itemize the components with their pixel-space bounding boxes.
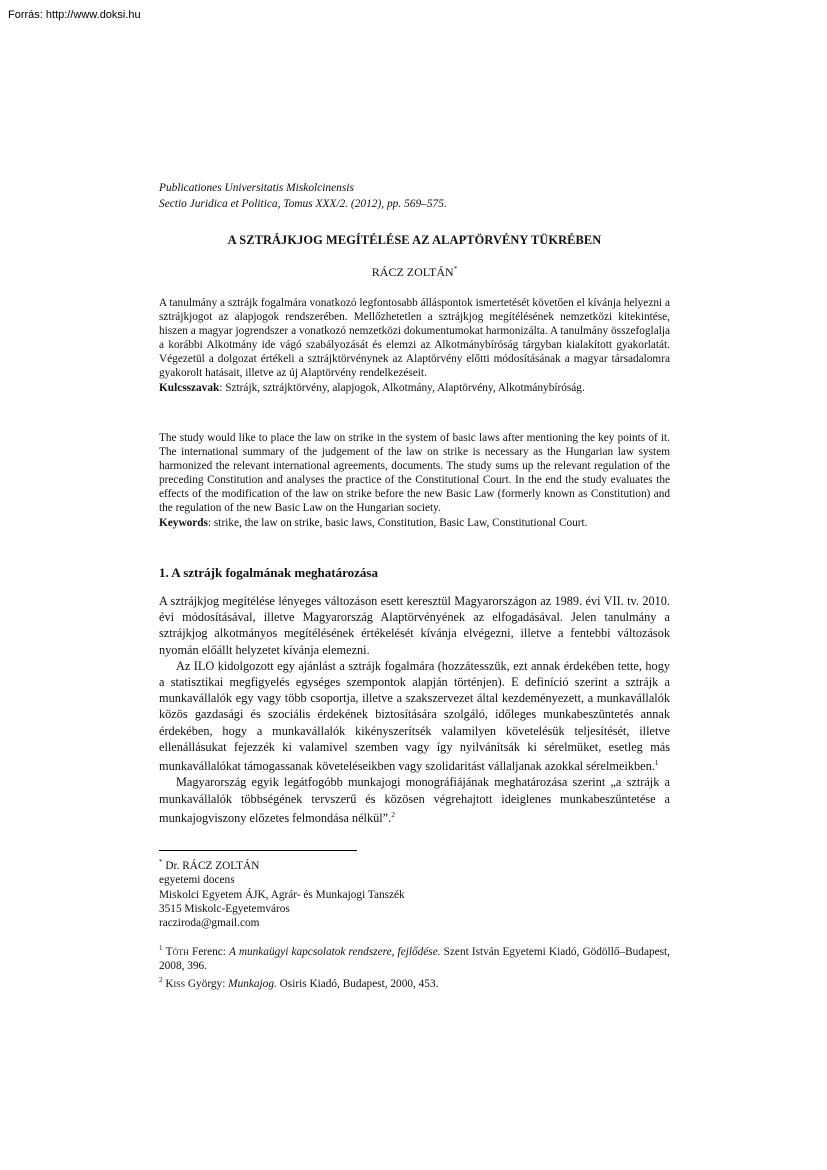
footnote-2-publisher: Osiris Kiadó, Budapest, 2000, 453. (276, 977, 439, 990)
footnote-2-author: Kiss (165, 977, 186, 990)
article-title: A SZTRÁJKJOG MEGÍTÉLÉSE AZ ALAPTÖRVÉNY TÜKRÉBEN (227, 233, 602, 247)
footnote-2 (159, 973, 670, 991)
abstract-en-text: The study would like to place the law on strike in the system of basic laws after mentioning the key points of it. The international summary of the judgement of the law on strike is necessary as the Hungarian law system harmonized the relevant international agreements, documents. The study sums up the relevant regulation of the preceding Constitution and analyses the practice of the Constitutional Court. In the end the study evaluates the effects of the modification of the law on strike before the new Basic Law (formerly known as Constitution) and the regulation of the new Basic Law on the Hungarian society. (159, 432, 670, 515)
journal-name: Publicationes Universitatis Miskolcinensis (159, 182, 354, 194)
author-position: egyetemi docens (159, 874, 235, 887)
keywords-hu (159, 381, 670, 395)
abstract-hungarian (159, 296, 670, 395)
article-author (159, 265, 670, 280)
paragraph-3-text: Magyarország egyik legátfogóbb munkajogi monográfiájának meghatározása szerint „a sztrájk a munkavállalók többségének tervszerű és közösen végrehajtott ideiglenes munkabeszüntetése a munkajogviszony előzetes felmondása nélkül”. (159, 775, 670, 825)
author-email: racziroda@gmail.com (159, 917, 260, 930)
footnote-divider (159, 850, 357, 851)
footnote-1-work: A munkaügyi kapcsolatok rendszere, fejlődése. (229, 945, 441, 958)
footnote-2-work: Munkajog. (228, 977, 277, 990)
paragraph-2 (159, 658, 670, 775)
footnote-1 (159, 941, 670, 973)
footnote-2-firstname: György: (185, 977, 229, 990)
footnote-1-publisher: Szent István Egyetemi Kiadó, Gödöllő–Budapest, 2008, 396. (159, 945, 670, 972)
footnote-ref-2: 2 (391, 809, 395, 819)
author-footnote-name-line (159, 855, 670, 873)
paragraph-3 (159, 774, 670, 826)
author-name: RÁCZ ZOLTÁN (371, 265, 454, 279)
abstract-english (159, 431, 670, 530)
keywords-en (159, 516, 670, 530)
abstract-hu-text: A tanulmány a sztrájk fogalmára vonatkozó legfontosabb álláspontok ismertetését követően el kívánja helyezni a sztrájkjogot az alapjogok rendszerében. Mellőzhetetlen a sztrájkjog megítélésének nemzetközi kitekintése, hiszen a magyar jogrendszer a vonatkozó nemzetközi dokumentumokat harmonizálta. A tanulmány összefoglalja a korábbi Alkotmány ide vágó szabályozását és elemzi az Alkotmánybíróság tárgyban kialakított gyakorlatát. Végezetül a dolgozat értékeli a sztrájktörvénynek az Alaptörvény előtti módosításának a magyar társadalomra gyakorolt hatásait, illetve az új Alaptörvény rendelkezéseit. (159, 297, 670, 380)
paragraph-1: A sztrájkjog megítélése lényeges változáson esett keresztül Magyarországon az 1989. évi VII. tv. 2010. évi módosításával, illetve Magyarország Alaptörvényének az elfogadásával. Jelen tanulmány a sztrájkjog alkotmányos megítélésének értékelését kívánja elvégezni, illetve a fentebbi változások nyomán előállt helyzetet kívánja elemezni. (159, 594, 670, 657)
author-footnote-marker: * (159, 858, 163, 866)
footnote-1-number: 1 (159, 944, 163, 952)
journal-header (159, 180, 670, 212)
keywords-en-text: : strike, the law on strike, basic laws, Constitution, Basic Law, Constitutional Court. (207, 516, 588, 529)
keywords-hu-text: : Sztrájk, sztrájktörvény, alapjogok, Alkotmány, Alaptörvény, Alkotmánybíróság. (219, 381, 585, 394)
footnote-2-number: 2 (159, 976, 163, 985)
paragraph-2-text: Az ILO kidolgozott egy ajánlást a sztrájk fogalmára (hozzátesszük, ezt annak érdekében tette, hogy a statisztikai megfigyelés egységes szempontok alapján történjen). E definíció szerint a sztrájk a munkavállalók egy vagy több csoportja, illetve a szakszervezet által kezdeményezett, a munkavállalók közös gazdasági és szociális érdekének biztosítására szolgáló, időleges munkabeszüntetés annak érdekében, hogy a munkavállalók kikényszerítsék valamilyen követelésük teljesítését, illetve ellenállásukat fejezzék ki valamivel szemben vagy így nyilvánítsák ki sérelmüket, esetleg más munkavállalókat támogassanak követeléseikben vagy szolidaritást vállaljanak azokkal sérelmeikben. (159, 658, 670, 774)
author-footnote (159, 855, 670, 931)
author-department: Miskolci Egyetem ÁJK, Agrár- és Munkajogi Tanszék (159, 888, 405, 901)
footnote-ref-1: 1 (654, 758, 659, 768)
author-footnote-mark: * (453, 265, 458, 273)
keywords-hu-label: Kulcsszavak (159, 381, 220, 394)
body-text (159, 593, 670, 826)
footnotes (159, 941, 670, 991)
footnote-1-firstname: Ferenc: (188, 945, 230, 958)
source-url: Forrás: http://www.doksi.hu (8, 9, 141, 21)
footnote-1-author: Tóth (165, 945, 189, 958)
section-heading: 1. A sztrájk fogalmának meghatározása (159, 565, 378, 580)
keywords-en-label: Keywords (159, 516, 208, 529)
author-address: 3515 Miskolc-Egyetemváros (159, 902, 290, 915)
journal-volume: Sectio Juridica et Politica, Tomus XXX/2. (2012), pp. 569–575. (159, 198, 447, 210)
author-footnote-name: Dr. RÁCZ ZOLTÁN (165, 859, 260, 872)
